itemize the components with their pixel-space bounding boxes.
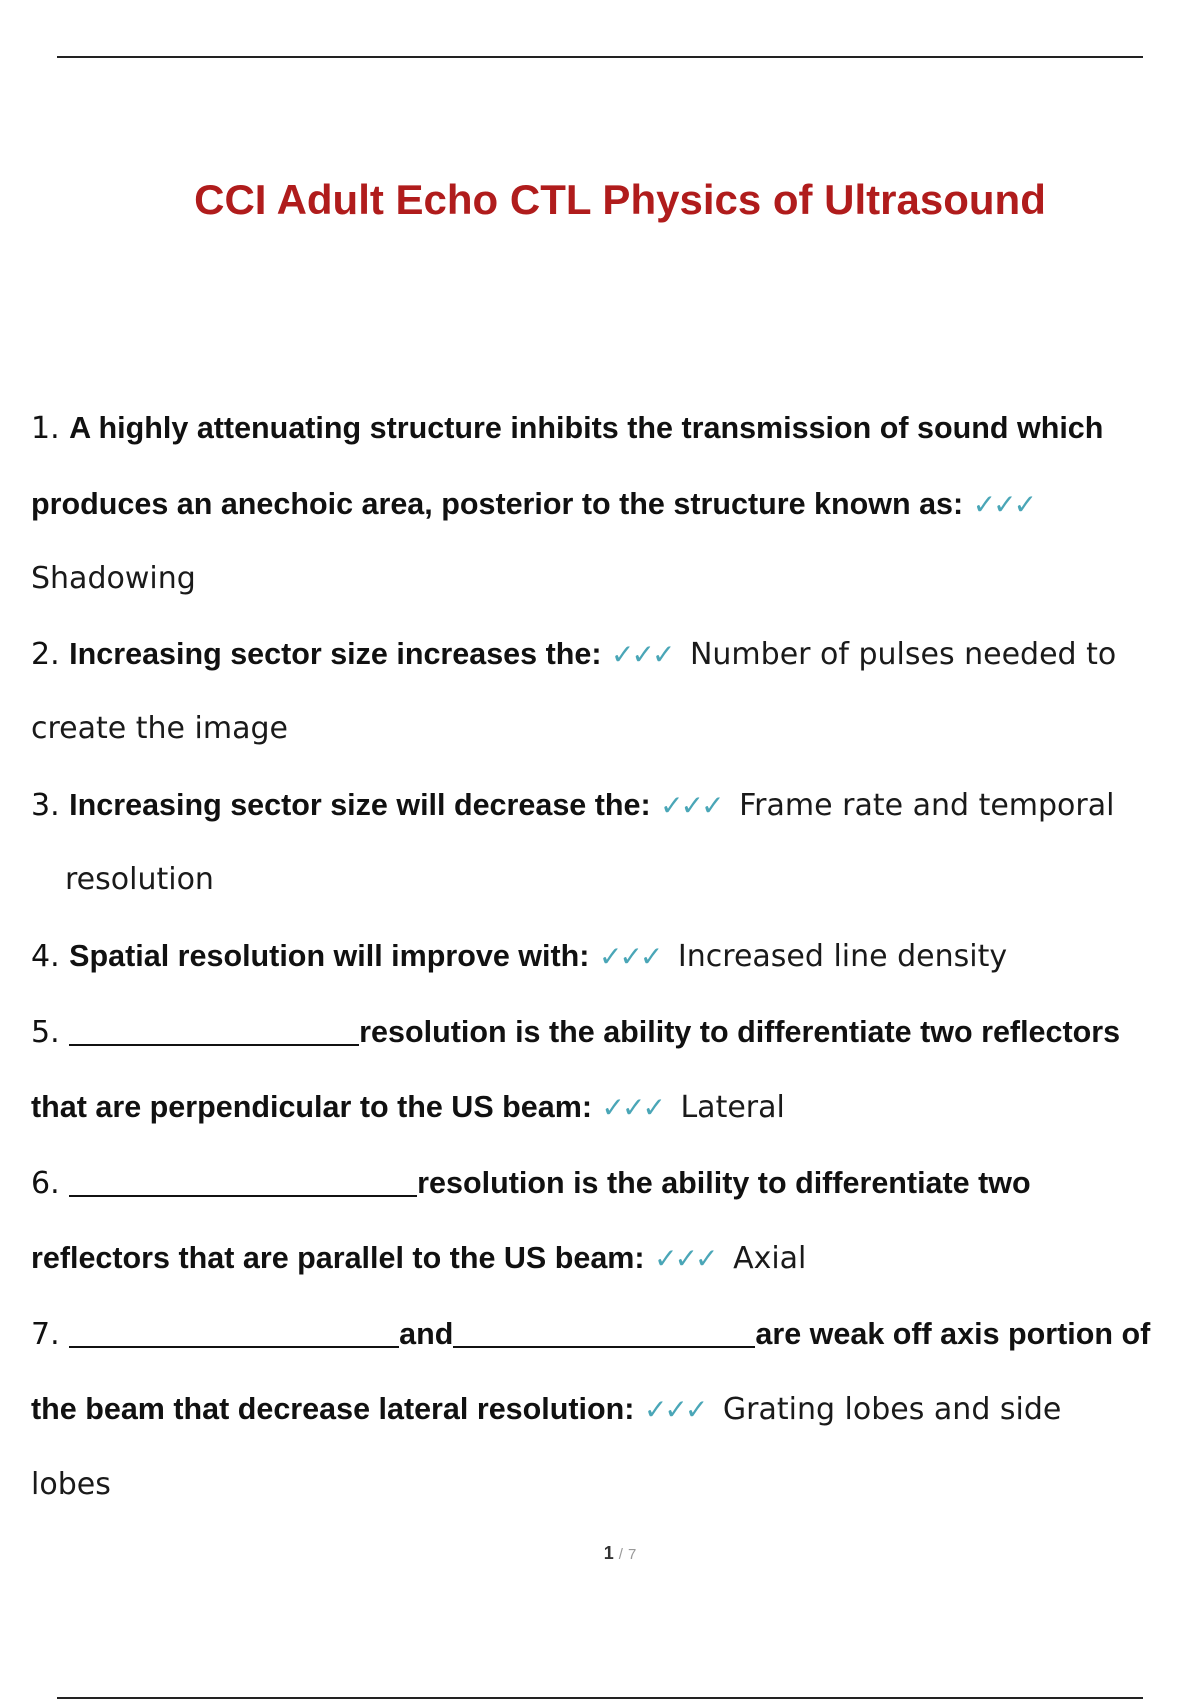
question-1-text: A highly attenuating structure inhibits the transmission of sound which <box>69 411 1104 445</box>
top-rule <box>57 56 1143 58</box>
question-2-number: 2. <box>31 637 60 672</box>
answer-7-text-cont: lobes <box>31 1467 111 1502</box>
question-6-text-cont: reflectors that are parallel to the US beam: <box>31 1241 645 1275</box>
question-5-number: 5. <box>31 1015 60 1050</box>
check-icon: ✓✓✓ <box>601 1091 663 1124</box>
answer-2-text: Number of pulses needed to <box>689 637 1117 672</box>
question-7-line-2 <box>31 1389 1061 1429</box>
question-3-text: Increasing sector size will decrease the: <box>69 788 651 822</box>
question-2-text: Increasing sector size increases the: <box>69 637 602 671</box>
question-7-text: and <box>399 1317 454 1351</box>
question-7-line-1 <box>31 1314 1150 1354</box>
question-7-text-cont: the beam that decrease lateral resolution: <box>31 1392 635 1426</box>
answer-3-text: Frame rate and temporal <box>739 788 1115 823</box>
fill-in-blank <box>69 1016 359 1046</box>
question-6-number: 6. <box>31 1166 60 1201</box>
document-title: CCI Adult Echo CTL Physics of Ultrasound <box>194 176 1046 223</box>
question-6-text: resolution is the ability to differentiate two <box>417 1166 1031 1200</box>
answer-1-text: Shadowing <box>31 561 196 596</box>
question-1-line-1 <box>31 408 1103 448</box>
check-icon: ✓✓✓ <box>660 789 722 822</box>
answer-6-text: Axial <box>733 1241 807 1276</box>
page-total: 7 <box>627 1546 637 1563</box>
question-7-number: 7. <box>31 1317 60 1352</box>
question-3-number: 3. <box>31 788 60 823</box>
page-separator: / <box>618 1546 623 1563</box>
question-1-line-2 <box>31 484 1042 524</box>
question-6-line-2 <box>31 1238 806 1278</box>
question-5-text: resolution is the ability to differentiate two reflectors <box>359 1015 1121 1049</box>
question-5-line-2 <box>31 1087 785 1127</box>
question-3-line-2 <box>65 860 214 900</box>
question-6-line-1 <box>31 1163 1031 1203</box>
check-icon: ✓✓✓ <box>611 638 673 671</box>
bottom-rule <box>57 1697 1143 1699</box>
question-1-text-cont: produces an anechoic area, posterior to the structure known as: <box>31 487 964 521</box>
question-2-line-2 <box>31 709 288 749</box>
fill-in-blank <box>69 1167 417 1197</box>
question-5-line-1 <box>31 1012 1120 1052</box>
answer-2-text-cont: create the image <box>31 711 288 746</box>
question-1-line-3 <box>31 559 196 599</box>
question-5-text-cont: that are perpendicular to the US beam: <box>31 1090 592 1124</box>
check-icon: ✓✓✓ <box>643 1393 706 1426</box>
answer-4-text: Increased line density <box>677 939 1008 974</box>
page-indicator <box>0 1543 1200 1564</box>
answer-7-text: Grating lobes and side <box>722 1392 1062 1427</box>
fill-in-blank <box>69 1318 399 1348</box>
check-icon: ✓✓✓ <box>654 1242 716 1275</box>
question-3-line-1 <box>31 785 1114 825</box>
question-1-number: 1. <box>31 411 60 446</box>
question-4-text: Spatial resolution will improve with: <box>69 939 590 973</box>
question-7-text-end: are weak off axis portion of <box>755 1317 1151 1351</box>
question-7-line-3 <box>31 1465 111 1505</box>
check-icon: ✓✓✓ <box>972 488 1035 521</box>
question-4-line-1 <box>31 936 1007 976</box>
question-2-line-1 <box>31 634 1116 674</box>
answer-5-text: Lateral <box>680 1090 785 1125</box>
fill-in-blank <box>453 1318 755 1348</box>
check-icon: ✓✓✓ <box>598 940 661 973</box>
question-4-number: 4. <box>31 939 60 974</box>
page-current: 1 <box>603 1543 614 1563</box>
answer-3-text-cont: resolution <box>65 862 214 897</box>
